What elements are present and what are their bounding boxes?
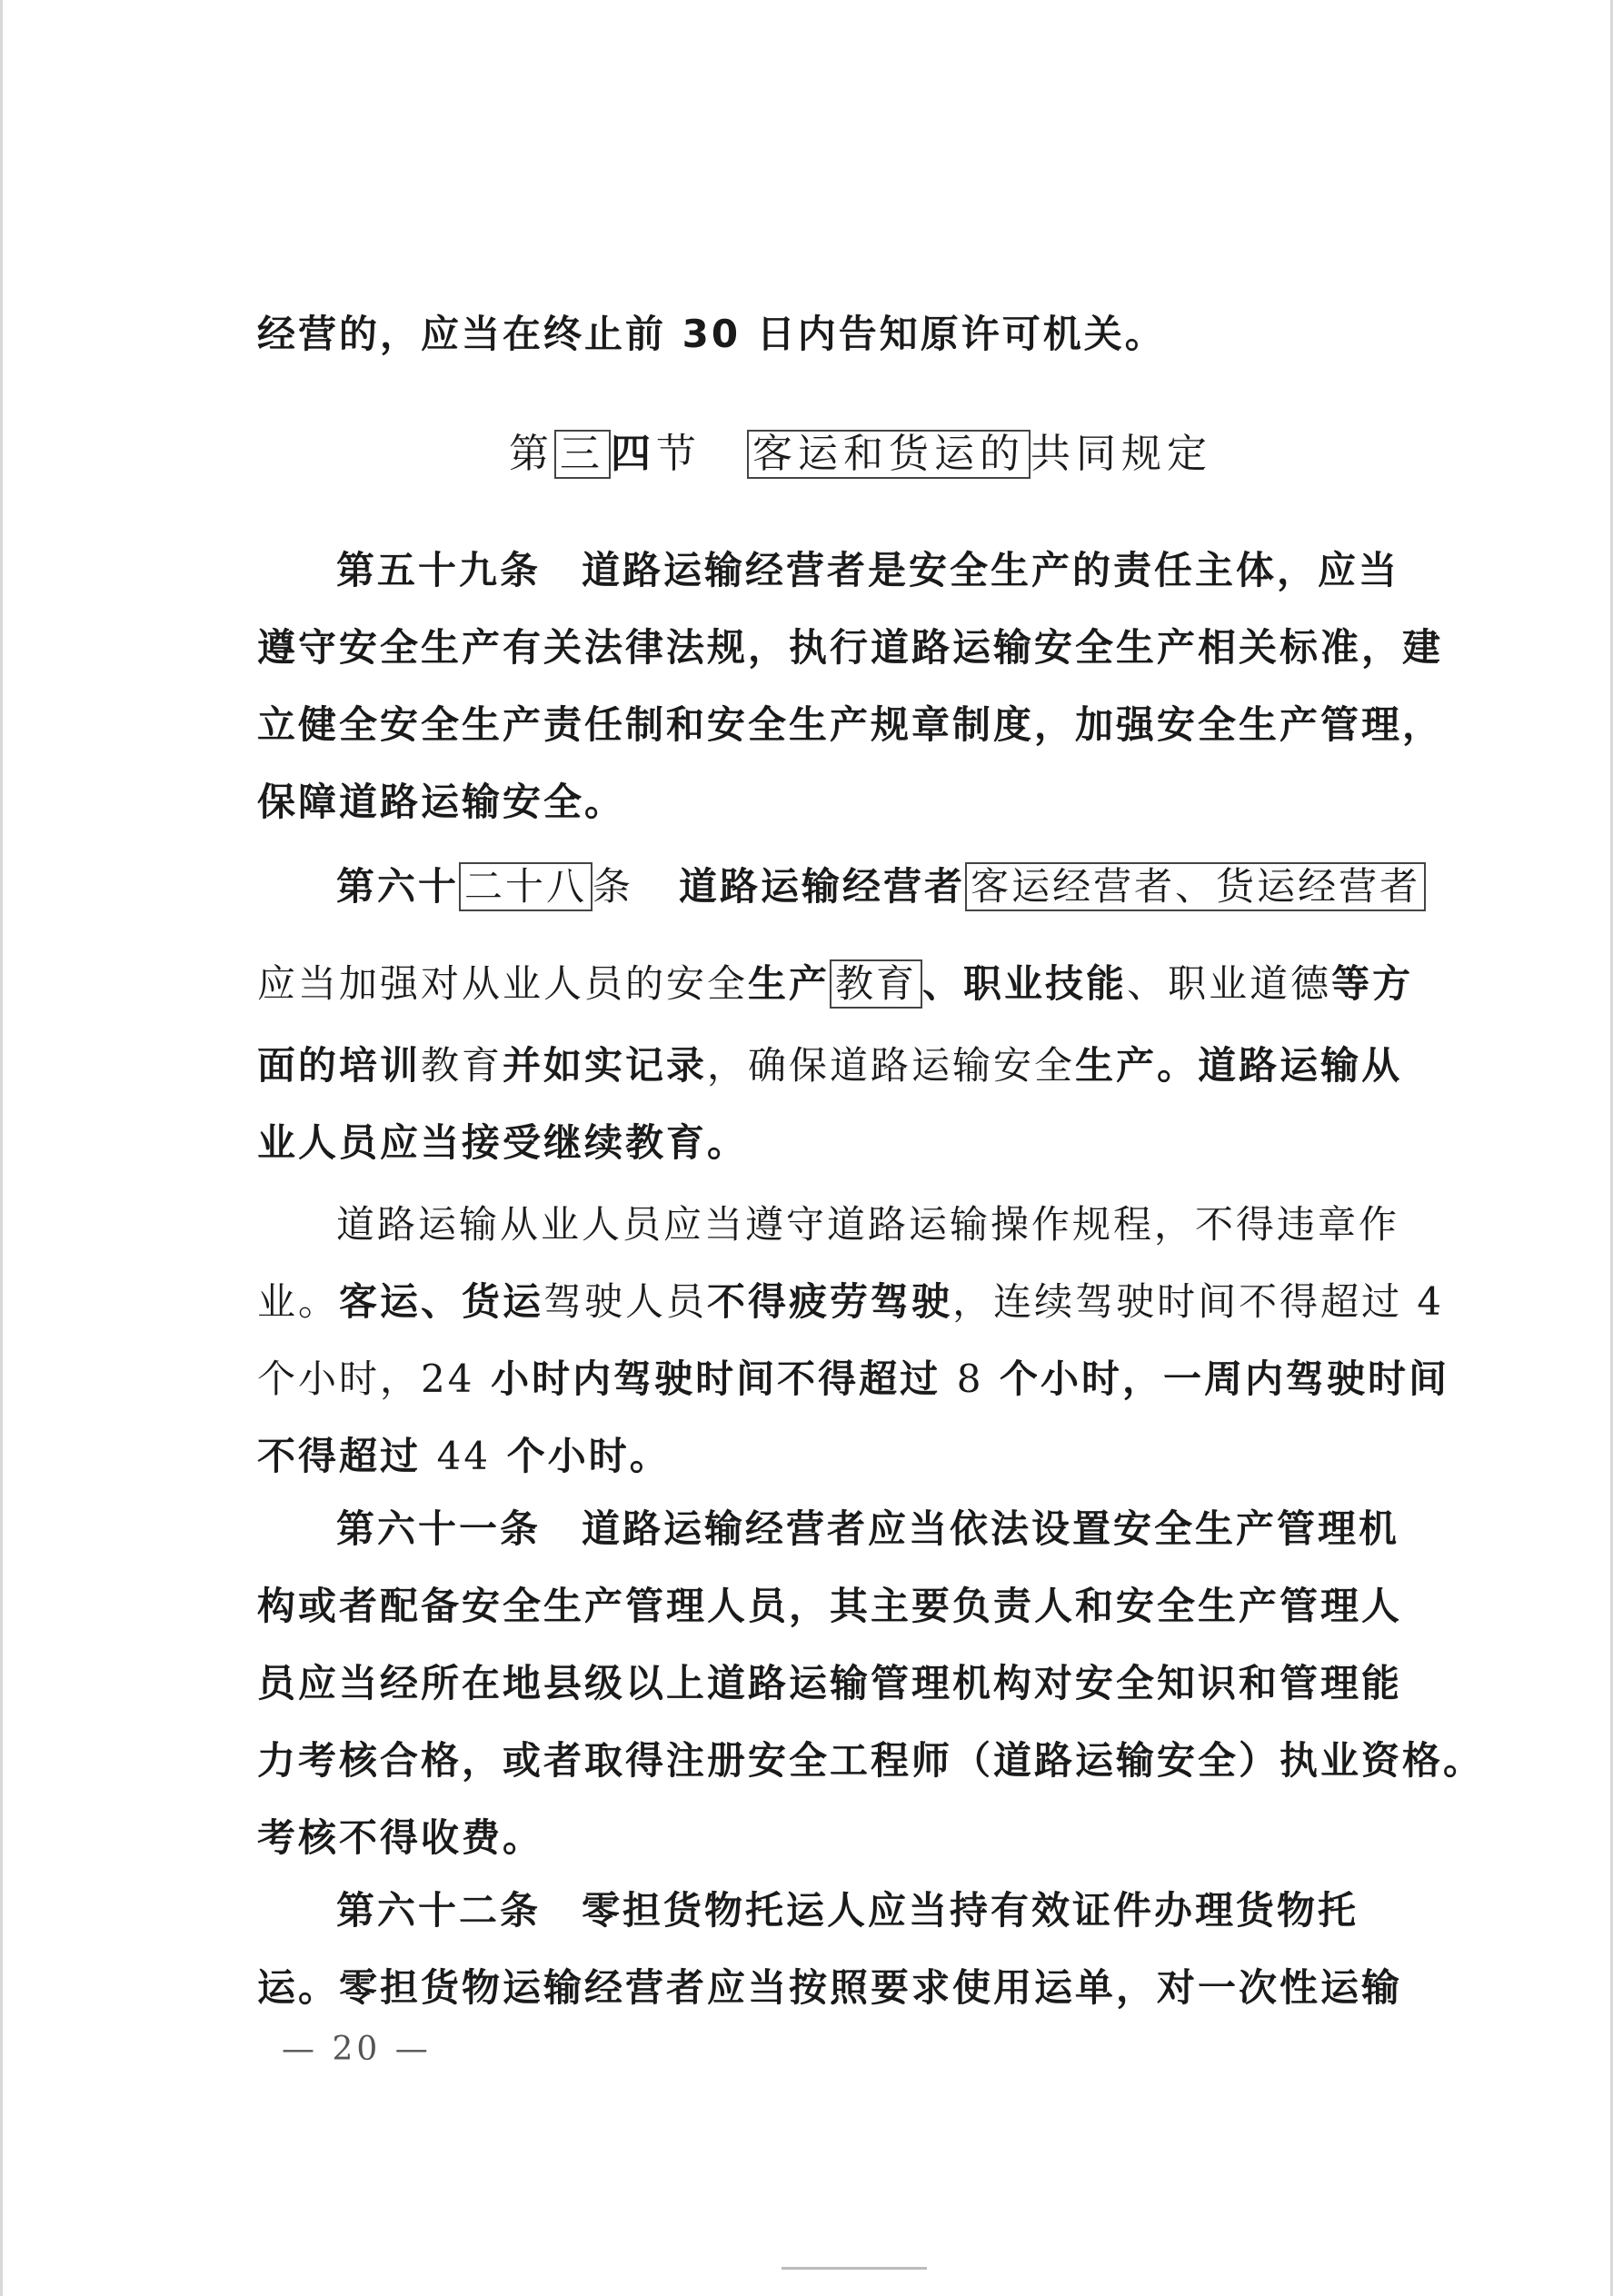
deleted-heading-text: 客运和货运的: [747, 430, 1031, 479]
art59-line2: 遵守安全生产有关法律法规，执行道路运输安全生产相关标准，建: [257, 625, 1444, 670]
art60-para2-line2: 业。客运、货运驾驶人员不得疲劳驾驶，连续驾驶时间不得超过 4: [257, 1279, 1445, 1324]
deleted-education-text: 教育: [830, 959, 922, 1009]
art60-para2-line4: 不得超过 44 个小时。: [257, 1434, 671, 1478]
art62-line1: 第六十二条 零担货物托运人应当持有效证件办理货物托: [336, 1888, 1359, 1933]
art60-line4: 业人员应当接受继续教育。: [257, 1120, 749, 1165]
art61-line4: 力考核合格，或者取得注册安全工程师（道路运输安全）执业资格。: [257, 1738, 1485, 1783]
scan-artifact-line: [782, 2267, 927, 2270]
new-section-number: 四: [611, 431, 656, 477]
section-heading: 第 三 四节 客运和货运的 共同规定: [509, 431, 1212, 477]
art61-line1: 第六十一条 道路运输经营者应当依法设置安全生产管理机: [336, 1506, 1400, 1551]
art60-line1: 第六十 二十八 条 道路运输经营者 客运经营者、货运经营者: [336, 861, 1463, 912]
deleted-section-number: 三: [554, 430, 611, 479]
page-number: — 20 —: [282, 2031, 432, 2068]
deleted-article-number: 二十八: [459, 862, 592, 911]
scan-edge-left: [0, 0, 3, 2296]
art61-line3: 员应当经所在地县级以上道路运输管理机构对安全知识和管理能: [257, 1661, 1403, 1705]
art59-line1: 第五十九条 道路运输经营者是安全生产的责任主体，应当: [336, 548, 1400, 592]
carry-over-line: 经营的，应当在终止前 30 日内告知原许可机关。: [257, 312, 1166, 356]
art61-line2: 构或者配备安全生产管理人员，其主要负责人和安全生产管理人: [257, 1584, 1403, 1628]
deleted-operator-text: 客运经营者、货运经营者: [965, 862, 1426, 911]
art61-line5: 考核不得收费。: [257, 1815, 544, 1860]
art60-line2: 应当加强对从业人员的安全生产 教育 、职业技能、职业道德等方: [257, 959, 1384, 1009]
art62-line2: 运。零担货物运输经营者应当按照要求使用运单，对一次性运输: [257, 1965, 1403, 2010]
art60-para2-line3: 个小时，24 小时内驾驶时间不得超过 8 个小时，一周内驾驶时间: [257, 1357, 1450, 1401]
art60-line3: 面的培训教育并如实记录，确保道路运输安全生产。道路运输从: [257, 1043, 1403, 1088]
art59-line4: 保障道路运输安全。: [257, 780, 626, 824]
art59-line3: 立健全安全生产责任制和安全生产规章制度，加强安全生产管理，: [257, 702, 1444, 747]
art60-para2-line1: 道路运输从业人员应当遵守道路运输操作规程，不得违章作: [336, 1202, 1400, 1247]
